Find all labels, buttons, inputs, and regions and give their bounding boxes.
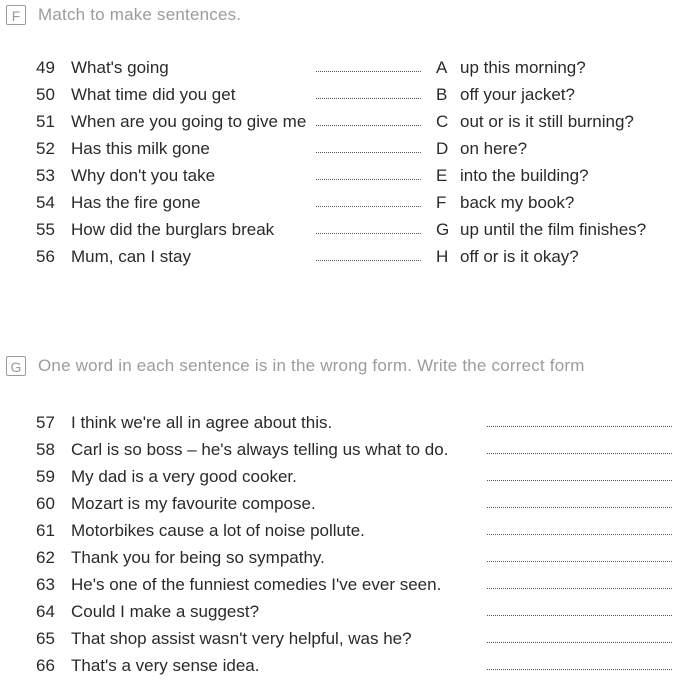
correction-row	[0, 598, 674, 625]
answer-blank[interactable]	[487, 534, 672, 535]
sentence-text: That shop assist wasn't very helpful, was he?	[71, 629, 412, 648]
sentence-start: Has this milk gone	[71, 139, 210, 158]
sentence-text: That's a very sense idea.	[71, 656, 260, 675]
item-number: 50	[36, 85, 55, 104]
item-number: 51	[36, 112, 55, 131]
answer-blank[interactable]	[316, 260, 421, 261]
item-number: 62	[36, 548, 55, 567]
sentence-ending: up this morning?	[460, 58, 586, 77]
answer-blank[interactable]	[487, 642, 672, 643]
match-row	[0, 216, 674, 243]
section-f-instruction: Match to make sentences.	[38, 5, 242, 24]
answer-blank[interactable]	[487, 615, 672, 616]
answer-blank[interactable]	[316, 206, 421, 207]
sentence-start: Has the fire gone	[71, 193, 201, 212]
sentence-ending: up until the film finishes?	[460, 220, 647, 239]
correction-row	[0, 409, 674, 436]
item-number: 66	[36, 656, 55, 675]
item-number: 61	[36, 521, 55, 540]
item-number: 65	[36, 629, 55, 648]
item-number: 54	[36, 193, 55, 212]
item-number: 64	[36, 602, 55, 621]
option-letter: D	[436, 139, 449, 158]
option-letter: H	[436, 247, 449, 266]
sentence-text: Thank you for being so sympathy.	[71, 548, 325, 567]
sentence-start: Why don't you take	[71, 166, 216, 185]
sentence-start: What's going	[71, 58, 169, 77]
section-g-header	[6, 356, 585, 376]
answer-blank[interactable]	[316, 98, 421, 99]
answer-blank[interactable]	[316, 71, 421, 72]
item-number: 52	[36, 139, 55, 158]
sentence-start: How did the burglars break	[71, 220, 275, 239]
item-number: 53	[36, 166, 55, 185]
correction-row	[0, 544, 674, 571]
match-row	[0, 135, 674, 162]
item-number: 57	[36, 413, 55, 432]
sentence-text: My dad is a very good cooker.	[71, 467, 297, 486]
sentence-ending: out or is it still burning?	[460, 112, 634, 131]
section-f-letter: F	[6, 5, 26, 25]
sentence-start: Mum, can I stay	[71, 247, 191, 266]
match-row	[0, 189, 674, 216]
option-letter: A	[436, 58, 448, 77]
item-number: 60	[36, 494, 55, 513]
item-number: 58	[36, 440, 55, 459]
match-row	[0, 243, 674, 270]
answer-blank[interactable]	[316, 179, 421, 180]
answer-blank[interactable]	[487, 480, 672, 481]
section-g-instruction: One word in each sentence is in the wrong form. Write the correct form	[38, 356, 585, 375]
correction-row	[0, 490, 674, 517]
sentence-ending: into the building?	[460, 166, 589, 185]
item-number: 59	[36, 467, 55, 486]
option-letter: E	[436, 166, 448, 185]
sentence-text: Carl is so boss – he's always telling us what to do.	[71, 440, 449, 459]
sentence-start: What time did you get	[71, 85, 236, 104]
correction-row	[0, 571, 674, 598]
match-row	[0, 54, 674, 81]
option-letter: F	[436, 193, 447, 212]
section-f-header	[6, 5, 241, 25]
answer-blank[interactable]	[487, 426, 672, 427]
option-letter: B	[436, 85, 448, 104]
sentence-text: Motorbikes cause a lot of noise pollute.	[71, 521, 365, 540]
sentence-ending: off your jacket?	[460, 85, 575, 104]
answer-blank[interactable]	[487, 453, 672, 454]
answer-blank[interactable]	[316, 152, 421, 153]
sentence-start: When are you going to give me	[71, 112, 307, 131]
option-letter: C	[436, 112, 449, 131]
answer-blank[interactable]	[487, 588, 672, 589]
item-number: 55	[36, 220, 55, 239]
answer-blank[interactable]	[316, 233, 421, 234]
answer-blank[interactable]	[487, 507, 672, 508]
sentence-ending: back my book?	[460, 193, 575, 212]
correction-row	[0, 517, 674, 544]
correction-row	[0, 463, 674, 490]
match-row	[0, 108, 674, 135]
sentence-text: He's one of the funniest comedies I've ever seen.	[71, 575, 442, 594]
answer-blank[interactable]	[487, 561, 672, 562]
sentence-ending: off or is it okay?	[460, 247, 579, 266]
sentence-ending: on here?	[460, 139, 528, 158]
sentence-text: Mozart is my favourite compose.	[71, 494, 316, 513]
correction-row	[0, 436, 674, 463]
match-row	[0, 162, 674, 189]
answer-blank[interactable]	[316, 125, 421, 126]
correction-row	[0, 652, 674, 679]
correction-row	[0, 625, 674, 652]
match-row	[0, 81, 674, 108]
section-g-letter: G	[6, 356, 26, 376]
sentence-text: I think we're all in agree about this.	[71, 413, 333, 432]
answer-blank[interactable]	[487, 669, 672, 670]
option-letter: G	[436, 220, 450, 239]
sentence-text: Could I make a suggest?	[71, 602, 260, 621]
item-number: 63	[36, 575, 55, 594]
item-number: 49	[36, 58, 55, 77]
item-number: 56	[36, 247, 55, 266]
